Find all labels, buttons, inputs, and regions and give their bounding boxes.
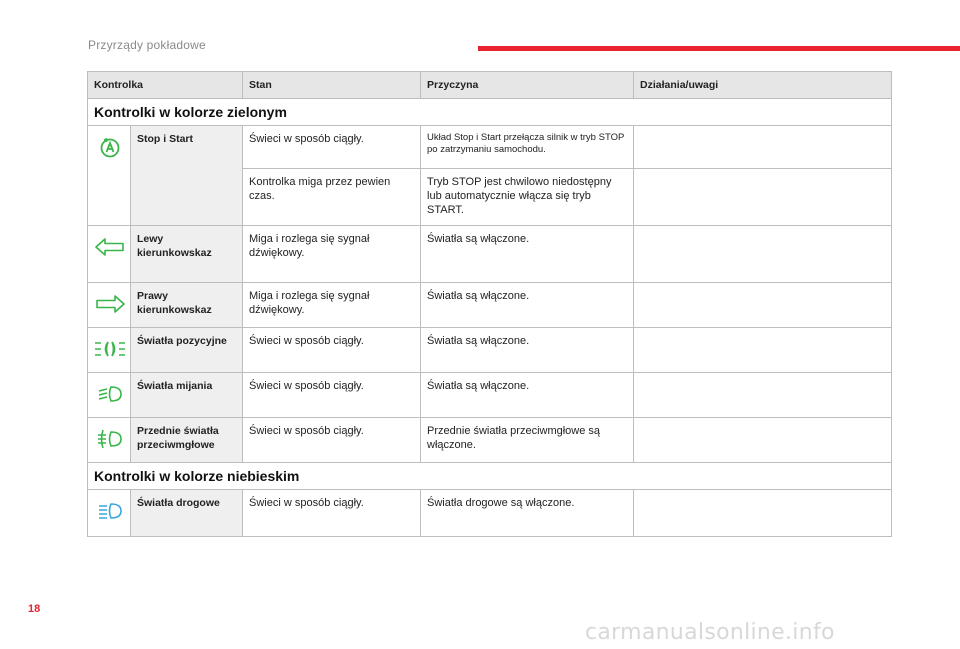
table-header-row [88, 72, 892, 99]
light-action [634, 169, 892, 226]
light-cause: Światła są włączone. [421, 226, 634, 283]
light-state: Świeci w sposób ciągły. [243, 126, 421, 169]
light-cause: Przednie światła przeciwmgłowe są włączone. [421, 418, 634, 463]
sidelights-icon [94, 338, 126, 360]
light-name: Światła pozycyjne [131, 328, 243, 373]
light-state: Miga i rozlega się sygnał dźwiękowy. [243, 283, 421, 328]
light-action [634, 418, 892, 463]
left-indicator-icon [94, 236, 126, 258]
column-header-przyczyna: Przyczyna [421, 72, 634, 99]
table-row [88, 226, 892, 283]
light-cause: Tryb STOP jest chwilowo niedostępny lub automatycznie włącza się tryb START. [421, 169, 634, 226]
right-indicator-icon [94, 293, 126, 315]
light-action [634, 126, 892, 169]
icon-cell [88, 328, 131, 373]
light-state: Świeci w sposób ciągły. [243, 328, 421, 373]
light-name: Światła drogowe [131, 490, 243, 537]
light-state: Świeci w sposób ciągły. [243, 373, 421, 418]
light-cause: Układ Stop i Start przełącza silnik w tryb STOP po zatrzymaniu samochodu. [421, 126, 634, 169]
header-accent-bar [478, 46, 960, 51]
light-action [634, 373, 892, 418]
light-cause: Światła są włączone. [421, 283, 634, 328]
table-row [88, 126, 892, 169]
stop-start-icon [94, 136, 126, 158]
page-number: 18 [28, 603, 41, 615]
page-section-title: Przyrządy pokładowe [88, 38, 206, 52]
column-header-kontrolka: Kontrolka [88, 72, 243, 99]
table-row [88, 418, 892, 463]
warning-lights-table [87, 71, 892, 537]
column-header-dzialania: Działania/uwagi [634, 72, 892, 99]
section-title-green: Kontrolki w kolorze zielonym [88, 99, 892, 126]
section-row-green [88, 99, 892, 126]
light-state: Miga i rozlega się sygnał dźwiękowy. [243, 226, 421, 283]
dipped-beam-icon [94, 383, 126, 405]
table-row [88, 328, 892, 373]
table-row [88, 373, 892, 418]
icon-cell [88, 226, 131, 283]
section-title-blue: Kontrolki w kolorze niebieskim [88, 463, 892, 490]
table-row [88, 490, 892, 537]
icon-cell [88, 126, 131, 226]
watermark: carmanualsonline.info [585, 620, 835, 645]
light-cause: Światła drogowe są włączone. [421, 490, 634, 537]
section-row-blue [88, 463, 892, 490]
light-name: Przednie światła przeciwmgłowe [131, 418, 243, 463]
light-state: Kontrolka miga przez pewien czas. [243, 169, 421, 226]
light-name: Prawy kierunkowskaz [131, 283, 243, 328]
light-action [634, 226, 892, 283]
icon-cell [88, 490, 131, 537]
front-fog-icon [94, 428, 126, 450]
icon-cell [88, 373, 131, 418]
light-name: Stop i Start [131, 126, 243, 226]
table-row [88, 283, 892, 328]
icon-cell [88, 283, 131, 328]
main-beam-icon [94, 500, 126, 522]
icon-cell [88, 418, 131, 463]
light-name: Lewy kierunkowskaz [131, 226, 243, 283]
light-state: Świeci w sposób ciągły. [243, 490, 421, 537]
light-action [634, 490, 892, 537]
light-cause: Światła są włączone. [421, 328, 634, 373]
light-action [634, 328, 892, 373]
light-name: Światła mijania [131, 373, 243, 418]
light-action [634, 283, 892, 328]
light-cause: Światła są włączone. [421, 373, 634, 418]
light-state: Świeci w sposób ciągły. [243, 418, 421, 463]
column-header-stan: Stan [243, 72, 421, 99]
